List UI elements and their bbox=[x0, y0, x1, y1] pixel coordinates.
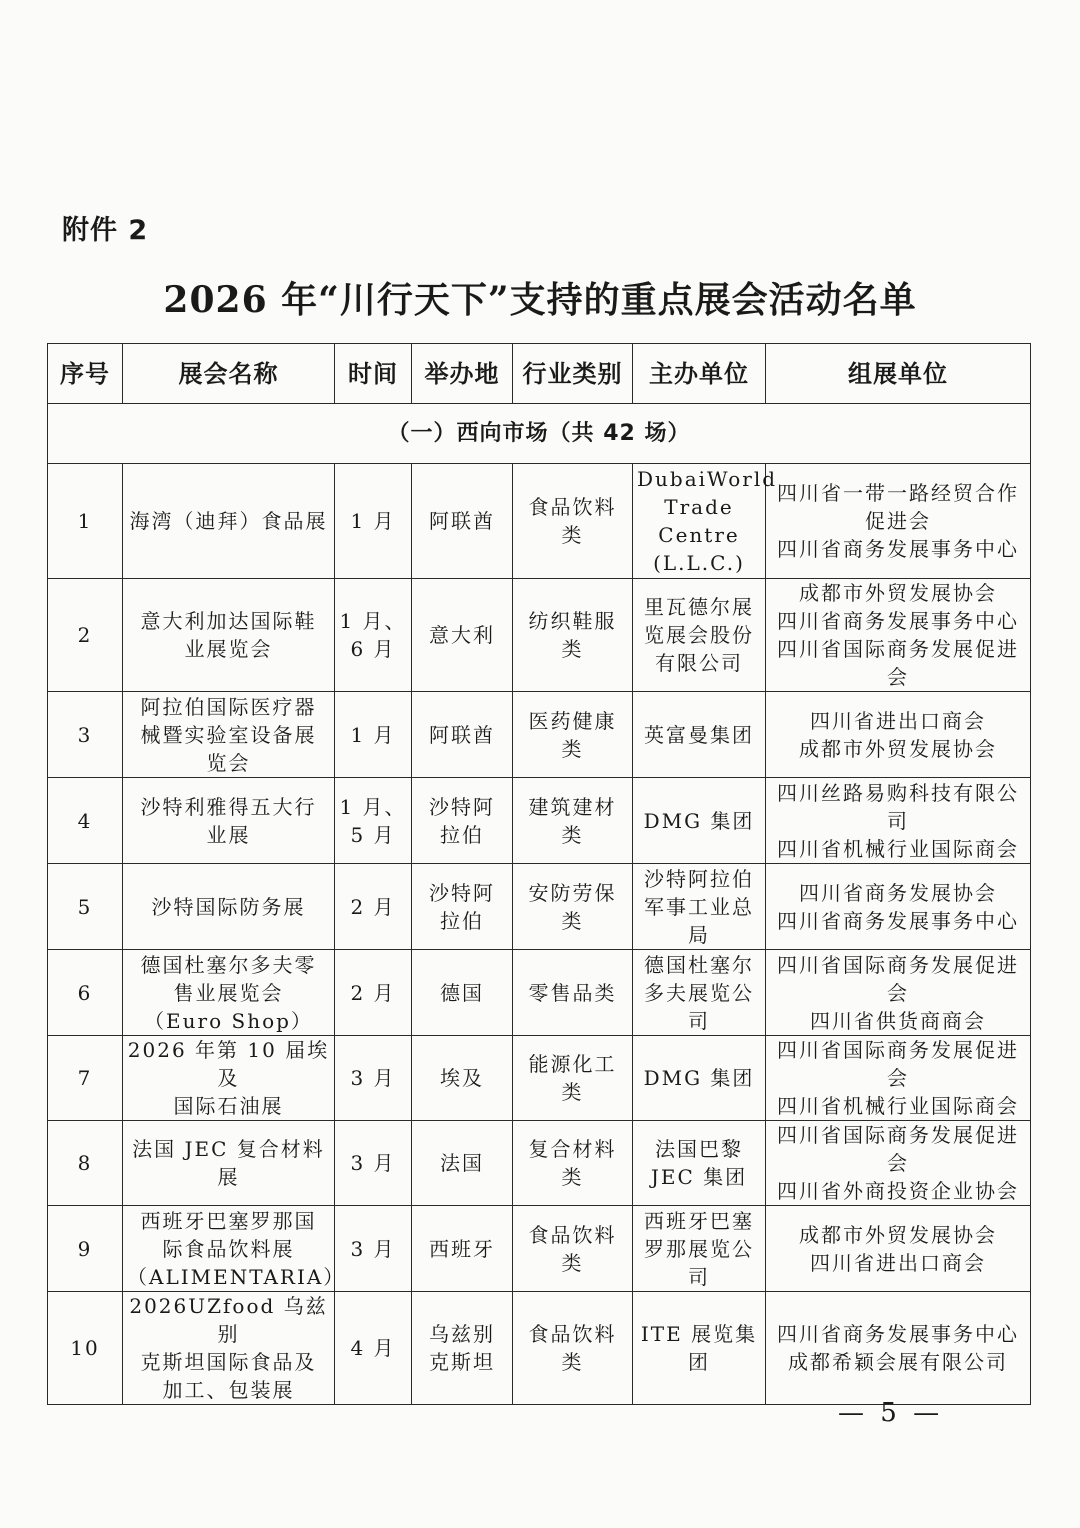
cell-line: 司 bbox=[688, 1264, 710, 1289]
cell-place bbox=[412, 864, 513, 950]
cell-place bbox=[412, 778, 513, 864]
cell-line: 沙特阿拉伯 bbox=[644, 866, 754, 891]
header-cell: 主办单位 bbox=[633, 344, 766, 404]
cell-no: 2 bbox=[48, 579, 123, 692]
cell-line: 军事工业总 bbox=[644, 894, 754, 919]
cell-line: 加工、包装展 bbox=[162, 1378, 295, 1402]
cell-organizer bbox=[766, 1292, 1031, 1405]
cell-no: 10 bbox=[48, 1292, 123, 1405]
exhibition-table bbox=[47, 343, 1031, 1405]
cell-time bbox=[335, 1292, 412, 1405]
attachment-label: 附件 2 bbox=[62, 215, 149, 246]
cell-host bbox=[633, 950, 766, 1036]
cell-organizer bbox=[766, 1036, 1031, 1121]
header-cell: 行业类别 bbox=[513, 344, 633, 404]
cell-line: 罗那展览公 bbox=[644, 1236, 754, 1261]
cell-host bbox=[633, 464, 778, 579]
cell-line: 类 bbox=[561, 1165, 584, 1189]
cell-line: 法国 JEC 复合材料 bbox=[132, 1137, 325, 1161]
header-cell: 举办地 bbox=[412, 344, 513, 404]
cell-host bbox=[633, 864, 766, 950]
cell-line: 四川省供货商商会 bbox=[810, 1008, 986, 1033]
cell-organizer bbox=[766, 778, 1031, 864]
header-cell: 时间 bbox=[335, 344, 412, 404]
cell-line: 法国 bbox=[440, 1151, 484, 1175]
cell-industry bbox=[513, 579, 633, 692]
cell-line: (L.L.C.) bbox=[653, 551, 745, 575]
cell-no: 4 bbox=[48, 778, 123, 864]
cell-host bbox=[633, 1292, 766, 1405]
cell-line: 食品饮料 bbox=[528, 495, 617, 519]
cell-time bbox=[335, 464, 412, 579]
page-title: 2026 年“川行天下”支持的重点展会活动名单 bbox=[163, 279, 917, 321]
cell-organizer bbox=[766, 579, 1031, 692]
cell-line: 有限公司 bbox=[655, 651, 743, 675]
cell-line: 四川省国际商务发展促进会 bbox=[777, 1123, 1019, 1175]
cell-place bbox=[412, 950, 513, 1036]
cell-line: 四川省商务发展协会 bbox=[799, 880, 997, 905]
cell-industry bbox=[513, 864, 633, 950]
cell-time bbox=[335, 778, 412, 864]
table-row bbox=[48, 1292, 1031, 1405]
cell-line: 西班牙巴塞罗那国 bbox=[140, 1208, 317, 1233]
cell-industry bbox=[513, 1206, 633, 1292]
cell-line: 乌兹别 bbox=[429, 1322, 495, 1346]
cell-line: 2026 年第 10 届埃及 bbox=[127, 1038, 330, 1090]
table-row bbox=[48, 1206, 1031, 1292]
cell-organizer bbox=[766, 950, 1031, 1036]
cell-name bbox=[123, 692, 335, 778]
cell-line: 3 月 bbox=[350, 1151, 396, 1175]
cell-no: 6 bbox=[48, 950, 123, 1036]
cell-time bbox=[335, 1036, 412, 1121]
cell-industry bbox=[513, 1292, 633, 1405]
cell-line: 安防劳保 bbox=[528, 880, 617, 905]
table-row bbox=[48, 579, 1031, 692]
table-row bbox=[48, 464, 1031, 579]
cell-time bbox=[335, 692, 412, 778]
cell-line: 英富曼集团 bbox=[644, 722, 754, 747]
cell-no: 9 bbox=[48, 1206, 123, 1292]
cell-line: 1 月、 bbox=[339, 794, 407, 819]
table-row bbox=[48, 1121, 1031, 1206]
cell-line: 业展 bbox=[206, 822, 251, 847]
cell-line: 沙特国际防务展 bbox=[151, 894, 306, 919]
cell-line: 四川丝路易购科技有限公司 bbox=[777, 780, 1019, 833]
cell-line: 四川省进出口商会 bbox=[810, 708, 986, 733]
table-row bbox=[48, 778, 1031, 864]
cell-time bbox=[335, 1121, 412, 1206]
cell-line: 4 月 bbox=[350, 1336, 396, 1360]
cell-line: 1 月、 bbox=[339, 609, 407, 633]
cell-line: 阿联酋 bbox=[429, 722, 495, 747]
cell-line: 克斯坦 bbox=[429, 1350, 495, 1374]
cell-line: JEC 集团 bbox=[650, 1165, 748, 1189]
page-number: — 5 — bbox=[838, 1398, 944, 1428]
cell-line: （Euro Shop） bbox=[144, 1008, 313, 1033]
cell-place bbox=[412, 1292, 513, 1405]
cell-host bbox=[633, 778, 766, 864]
cell-line: 意大利 bbox=[429, 623, 495, 647]
cell-line: 海湾（迪拜）食品展 bbox=[129, 509, 328, 533]
cell-no: 3 bbox=[48, 692, 123, 778]
cell-line: 际食品饮料展 bbox=[162, 1236, 295, 1261]
cell-line: 四川省一带一路经贸合作 bbox=[777, 481, 1019, 505]
cell-line: 四川省国际商务发展促进会 bbox=[777, 1038, 1019, 1090]
cell-line: 西班牙 bbox=[429, 1236, 495, 1261]
cell-line: ITE 展览集 bbox=[640, 1322, 758, 1346]
cell-name bbox=[123, 1121, 335, 1206]
cell-place bbox=[412, 1036, 513, 1121]
cell-line: 医药健康 bbox=[528, 708, 617, 733]
cell-line: 德国 bbox=[440, 980, 484, 1005]
cell-line: 能源化工 bbox=[528, 1052, 617, 1076]
cell-line: 拉伯 bbox=[440, 908, 484, 933]
cell-line: 类 bbox=[561, 637, 584, 661]
cell-line: 里瓦德尔展 bbox=[644, 595, 754, 619]
cell-line: 四川省国际商务发展促进会 bbox=[777, 952, 1019, 1005]
cell-line: 类 bbox=[561, 822, 584, 847]
cell-line: 建筑建材 bbox=[528, 794, 617, 819]
cell-line: 四川省商务发展事务中心 bbox=[777, 537, 1019, 561]
cell-line: 司 bbox=[688, 1008, 710, 1033]
cell-line: 览会 bbox=[206, 750, 251, 775]
cell-organizer bbox=[766, 692, 1031, 778]
cell-line: 类 bbox=[561, 736, 584, 761]
cell-line: 局 bbox=[688, 922, 710, 947]
cell-organizer bbox=[766, 464, 1031, 579]
header-cell: 序号 bbox=[48, 344, 123, 404]
cell-no: 1 bbox=[48, 464, 123, 579]
cell-line: 阿联酋 bbox=[429, 509, 495, 533]
cell-line: DMG 集团 bbox=[643, 1066, 755, 1090]
cell-name bbox=[123, 864, 335, 950]
section-row bbox=[48, 404, 1031, 464]
cell-organizer bbox=[766, 864, 1031, 950]
cell-line: 多夫展览公 bbox=[644, 980, 754, 1005]
cell-line: 2 月 bbox=[350, 894, 396, 919]
cell-industry bbox=[513, 464, 633, 579]
cell-line: 5 月 bbox=[350, 822, 396, 847]
cell-industry bbox=[513, 778, 633, 864]
cell-host bbox=[633, 1121, 766, 1206]
cell-line: 械暨实验室设备展 bbox=[140, 722, 317, 747]
cell-line: 四川省商务发展事务中心 bbox=[777, 609, 1019, 633]
cell-line: 1 月 bbox=[350, 509, 396, 533]
cell-line: 沙特阿 bbox=[429, 880, 495, 905]
cell-line: 四川省机械行业国际商会 bbox=[777, 836, 1019, 861]
header-cell: 组展单位 bbox=[766, 344, 1031, 404]
table-header-row bbox=[48, 344, 1031, 404]
cell-line: 成都希颖会展有限公司 bbox=[788, 1350, 1008, 1374]
cell-place bbox=[412, 1206, 513, 1292]
cell-line: DubaiWorld bbox=[637, 467, 778, 491]
cell-line: 3 月 bbox=[350, 1236, 396, 1261]
cell-place bbox=[412, 579, 513, 692]
cell-line: 拉伯 bbox=[440, 822, 484, 847]
cell-place bbox=[412, 1121, 513, 1206]
cell-line: 沙特阿 bbox=[429, 794, 495, 819]
cell-line: 四川省商务发展事务中心 bbox=[777, 908, 1019, 933]
cell-line: 览展会股份 bbox=[644, 623, 754, 647]
cell-line: 展 bbox=[217, 1165, 240, 1189]
cell-line: 售业展览会 bbox=[173, 980, 284, 1005]
cell-line: 食品饮料 bbox=[528, 1222, 617, 1247]
cell-line: 零售品类 bbox=[528, 980, 617, 1005]
cell-line: 四川省外商投资企业协会 bbox=[777, 1179, 1019, 1203]
cell-no: 7 bbox=[48, 1036, 123, 1121]
cell-line: 德国杜塞尔 bbox=[644, 952, 754, 977]
cell-name bbox=[123, 579, 335, 692]
cell-line: 类 bbox=[561, 908, 584, 933]
cell-line: 类 bbox=[561, 1250, 584, 1275]
cell-line: 团 bbox=[688, 1350, 710, 1374]
cell-line: 德国杜塞尔多夫零 bbox=[140, 952, 317, 977]
cell-organizer bbox=[766, 1206, 1031, 1292]
cell-line: 2026UZfood 乌兹别 bbox=[129, 1294, 328, 1346]
cell-line: Centre bbox=[658, 523, 740, 547]
table-row bbox=[48, 1036, 1031, 1121]
cell-host bbox=[633, 692, 766, 778]
cell-name bbox=[123, 1292, 335, 1405]
cell-place bbox=[412, 692, 513, 778]
cell-line: 业展览会 bbox=[184, 637, 273, 661]
cell-line: 类 bbox=[561, 1350, 584, 1374]
cell-line: 2 月 bbox=[350, 980, 396, 1005]
cell-line: 促进会 bbox=[865, 509, 931, 533]
cell-line: 四川省进出口商会 bbox=[810, 1250, 986, 1275]
cell-line: 成都市外贸发展协会 bbox=[799, 736, 997, 761]
table-row bbox=[48, 950, 1031, 1036]
cell-line: 成都市外贸发展协会 bbox=[799, 581, 997, 605]
cell-name bbox=[123, 778, 335, 864]
cell-line: 成都市外贸发展协会 bbox=[799, 1222, 997, 1247]
table-row bbox=[48, 864, 1031, 950]
cell-industry bbox=[513, 1036, 633, 1121]
cell-name bbox=[123, 1206, 346, 1292]
cell-line: 类 bbox=[561, 1080, 584, 1104]
cell-line: 法国巴黎 bbox=[655, 1137, 743, 1161]
cell-line: 类 bbox=[561, 523, 584, 547]
cell-line: DMG 集团 bbox=[643, 808, 755, 833]
cell-line: 四川省机械行业国际商会 bbox=[777, 1094, 1019, 1118]
cell-line: 纺织鞋服 bbox=[528, 609, 617, 633]
cell-time bbox=[335, 864, 412, 950]
cell-line: 意大利加达国际鞋 bbox=[140, 609, 317, 633]
cell-industry bbox=[513, 1121, 633, 1206]
table-row bbox=[48, 692, 1031, 778]
cell-host bbox=[633, 1036, 766, 1121]
cell-time bbox=[335, 1206, 412, 1292]
cell-line: 复合材料 bbox=[528, 1137, 617, 1161]
cell-line: Trade bbox=[664, 495, 734, 519]
cell-no: 8 bbox=[48, 1121, 123, 1206]
cell-line: 四川省国际商务发展促进会 bbox=[777, 637, 1019, 689]
cell-line: 四川省商务发展事务中心 bbox=[777, 1322, 1019, 1346]
cell-time bbox=[335, 579, 412, 692]
cell-host bbox=[633, 579, 766, 692]
cell-line: 沙特利雅得五大行 bbox=[140, 794, 317, 819]
cell-name bbox=[123, 950, 335, 1036]
cell-industry bbox=[513, 692, 633, 778]
cell-host bbox=[633, 1206, 766, 1292]
header-cell: 展会名称 bbox=[123, 344, 335, 404]
cell-line: 西班牙巴塞 bbox=[644, 1208, 754, 1233]
cell-line: 1 月 bbox=[350, 722, 396, 747]
cell-name bbox=[123, 1036, 335, 1121]
cell-line: 克斯坦国际食品及 bbox=[140, 1350, 317, 1374]
cell-line: 国际石油展 bbox=[173, 1094, 284, 1118]
cell-place bbox=[412, 464, 513, 579]
cell-time bbox=[335, 950, 412, 1036]
cell-line: 6 月 bbox=[350, 637, 396, 661]
cell-name bbox=[123, 464, 335, 579]
cell-line: 埃及 bbox=[440, 1066, 484, 1090]
cell-organizer bbox=[766, 1121, 1031, 1206]
cell-line: （ALIMENTARIA） bbox=[127, 1264, 346, 1289]
cell-line: 食品饮料 bbox=[528, 1322, 617, 1346]
cell-line: 阿拉伯国际医疗器 bbox=[140, 694, 317, 719]
section-title: （一）西向市场（共 42 场） bbox=[48, 404, 1031, 464]
cell-industry bbox=[513, 950, 633, 1036]
cell-line: 3 月 bbox=[350, 1066, 396, 1090]
cell-no: 5 bbox=[48, 864, 123, 950]
